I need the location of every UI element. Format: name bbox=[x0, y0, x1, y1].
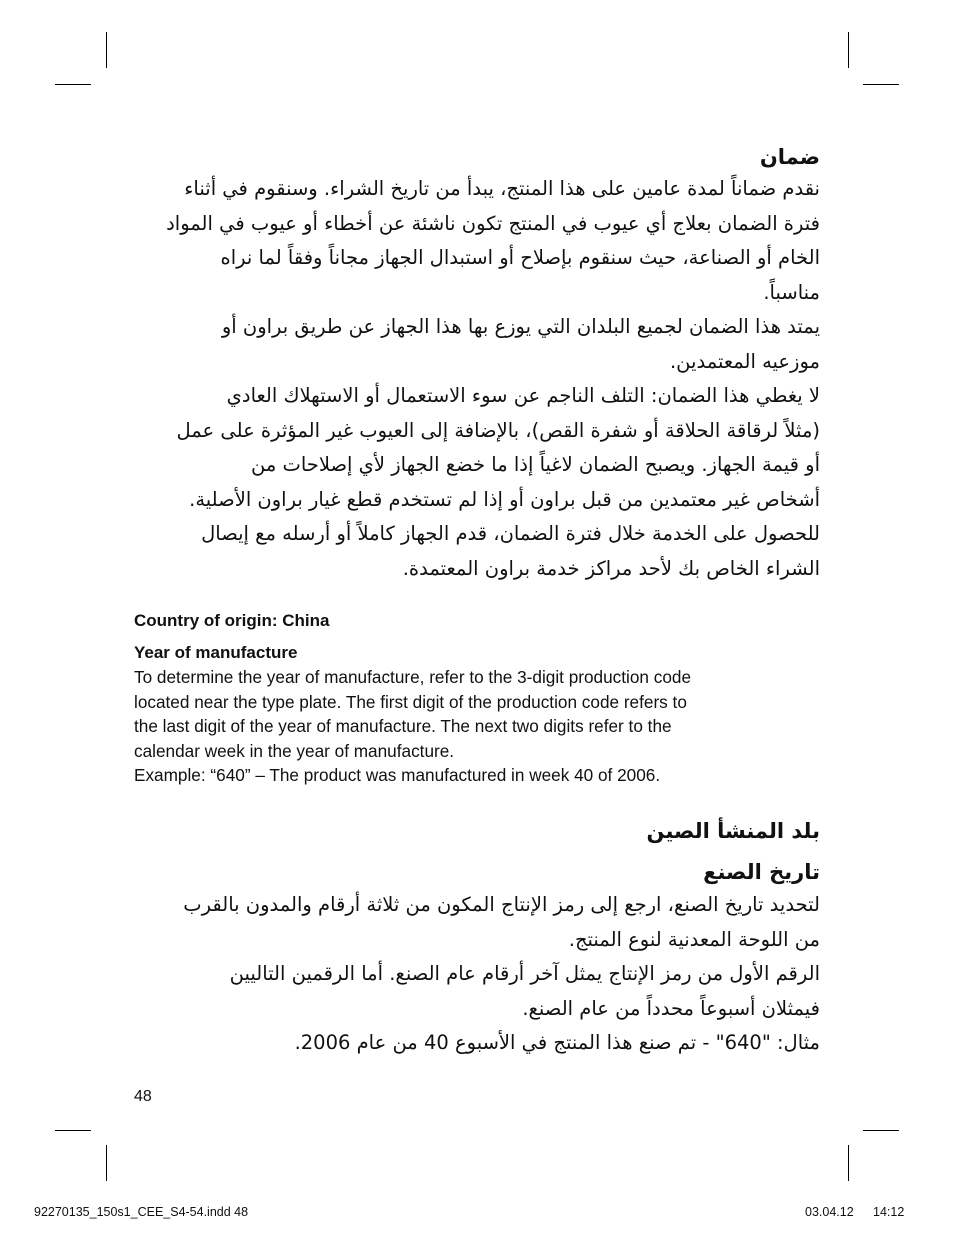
page-number: 48 bbox=[134, 1088, 152, 1105]
crop-mark bbox=[106, 32, 107, 68]
crop-mark bbox=[848, 32, 849, 68]
warranty-line: موزعيه المعتمدين. bbox=[669, 349, 820, 373]
warranty-line: فترة الضمان بعلاج أي عيوب في المنتج تكون ناشئة عن أخطاء أو عيوب في المواد bbox=[166, 211, 820, 235]
arabic-line: مثال: "640" - تم صنع هذا المنتج في الأسبوع 40 من عام 2006. bbox=[294, 1031, 820, 1054]
english-line: calendar week in the year of manufacture. bbox=[134, 740, 455, 761]
english-line: located near the type plate. The first digit of the production code refers to bbox=[134, 691, 687, 712]
year-of-manufacture-heading: Year of manufacture bbox=[134, 643, 298, 662]
warranty-line: أو قيمة الجهاز. ويصبح الضمان لاغياً إذا ما خضع الجهاز لأي إصلاحات من bbox=[251, 453, 820, 476]
warranty-body bbox=[134, 172, 820, 586]
country-of-origin: Country of origin: China bbox=[134, 611, 330, 630]
crop-mark bbox=[863, 84, 899, 85]
slug-file: 92270135_150s1_CEE_S4-54.indd 48 bbox=[34, 1205, 249, 1219]
slug-date: 03.04.12 bbox=[805, 1205, 854, 1219]
english-line: Example: “640” – The product was manufactured in week 40 of 2006. bbox=[134, 765, 661, 786]
crop-mark bbox=[55, 1130, 91, 1131]
arabic-line: فيمثلان أسبوعاً محدداً من عام الصنع. bbox=[522, 996, 820, 1020]
year-of-manufacture-body bbox=[134, 665, 824, 788]
warranty-line: الشراء الخاص بك لأحد مراكز خدمة براون المعتمدة. bbox=[402, 556, 820, 580]
arabic-line: الرقم الأول من رمز الإنتاج يمثل آخر أرقام عام الصنع. أما الرقمين التاليين bbox=[229, 962, 820, 985]
arabic-country-of-origin: بلد المنشأ الصين bbox=[646, 819, 820, 843]
arabic-year-body bbox=[134, 888, 820, 1061]
warranty-title: ضمان bbox=[759, 145, 820, 169]
warranty-line: للحصول على الخدمة خلال فترة الضمان، قدم الجهاز كاملاً أو أرسله مع إيصال bbox=[201, 522, 820, 545]
english-line: the last digit of the year of manufacture. The next two digits refer to the bbox=[134, 716, 672, 737]
crop-mark bbox=[863, 1130, 899, 1131]
arabic-year-heading: تاريخ الصنع bbox=[703, 860, 820, 884]
warranty-line: نقدم ضماناً لمدة عامين على هذا المنتج، يبدأ من تاريخ الشراء. وسنقوم في أثناء bbox=[184, 177, 820, 200]
warranty-line: يمتد هذا الضمان لجميع البلدان التي يوزع بها هذا الجهاز عن طريق براون أو bbox=[221, 315, 820, 338]
arabic-line: من اللوحة المعدنية لنوع المنتج. bbox=[568, 927, 820, 951]
warranty-line: أشخاص غير معتمدين من قبل براون أو إذا لم تستخدم قطع غيار براون الأصلية. bbox=[189, 487, 820, 511]
warranty-line: الخام أو الصناعة، حيث سنقوم بإصلاح أو استبدال الجهاز مجاناً وفقاً لما نراه bbox=[220, 246, 820, 269]
warranty-line: مناسباً. bbox=[763, 280, 820, 304]
arabic-line: لتحديد تاريخ الصنع، ارجع إلى رمز الإنتاج المكون من ثلاثة أرقام والمدون بالقرب bbox=[183, 893, 820, 916]
warranty-line: لا يغطي هذا الضمان: التلف الناجم عن سوء الاستعمال أو الاستهلاك العادي bbox=[226, 384, 820, 407]
slug-time: 14:12 bbox=[873, 1205, 905, 1219]
crop-mark bbox=[106, 1145, 107, 1181]
crop-mark bbox=[55, 84, 91, 85]
warranty-line: (مثلاً لرقاقة الحلاقة أو شفرة القص)، بالإضافة إلى العيوب غير المؤثرة على عمل bbox=[176, 418, 820, 442]
english-line: To determine the year of manufacture, refer to the 3-digit production code bbox=[134, 667, 691, 687]
crop-mark bbox=[848, 1145, 849, 1181]
